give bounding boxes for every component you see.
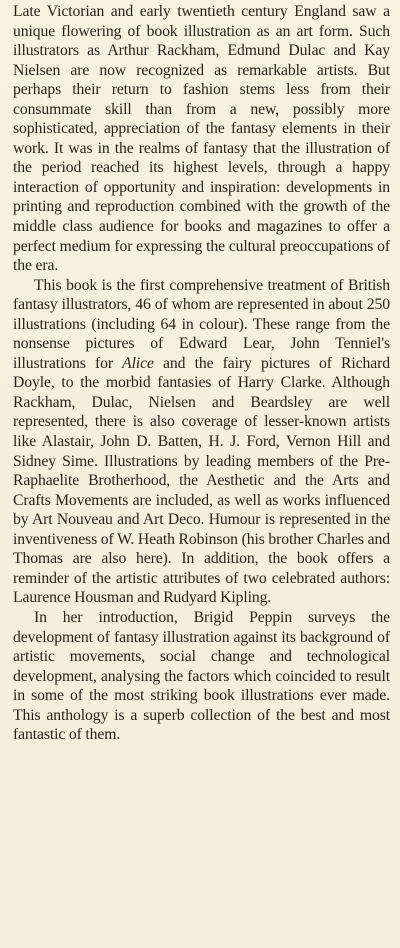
intro-paragraph: Late Victorian and early twentieth century England saw a unique flowering of book illustration as an art form. Such illustrators as Arthur Rackham, Edmund Dulac and Kay Nielsen are now recognized as remarkable artists. But perhaps their return to fashion stems less from their consummate skill than from a new, possibly more sophisticated, appreciation of the fantasy elements in their work. It was in the realms of fantasy that the illustration of the period reached its highest levels, through a happy interaction of opportunity and inspiration: developments in printing and reproduction combined with the growth of the middle class audience for books and magazines to offer a perfect medium for expressing the cultural preoccupations of the era. bbox=[13, 3, 390, 275]
coverage-text-end: and the fairy pictures of Richard Doyle, to the morbid fantasies of Harry Clarke. Although Rackham, Dulac, Nielsen and Beardsley are well represented, there is also coverage of lesser-known artists like Alastair, John D. Batten, H. J. Ford, Vernon Hill and Sidney Sime. Illustrations by leading members of the Pre-Raphaelite Brotherhood, the Aesthetic and the Arts and Crafts Movements are included, as well as works influenced by Art Nouveau and Art Deco. Humour is represented in the inventiveness of W. Heath Robinson (his brother Charles and Thomas are also here). In addition, the book offers a reminder of the artistic attributes of two celebrated authors: Laurence Housman and Rudyard Kipling. bbox=[13, 354, 390, 607]
introduction-paragraph: In her introduction, Brigid Peppin surveys the development of fantasy illustration against its background of artistic movements, social change and technological development, analysing the factors which coincided to result in some of the most striking book illustrations ever made. This anthology is a superb collection of the best and most fantastic of them. bbox=[13, 608, 390, 744]
alice-title: Alice bbox=[122, 354, 154, 372]
coverage-paragraph bbox=[13, 276, 390, 608]
coverage-text-start: This book is the first comprehensive treatment of British fantasy illustrators, 46 of whom are represented in about 250 illustrations (including 64 in colour). These range from the nonsense pictures of Edward Lear, John Tenniel's illustrations for bbox=[13, 276, 390, 372]
